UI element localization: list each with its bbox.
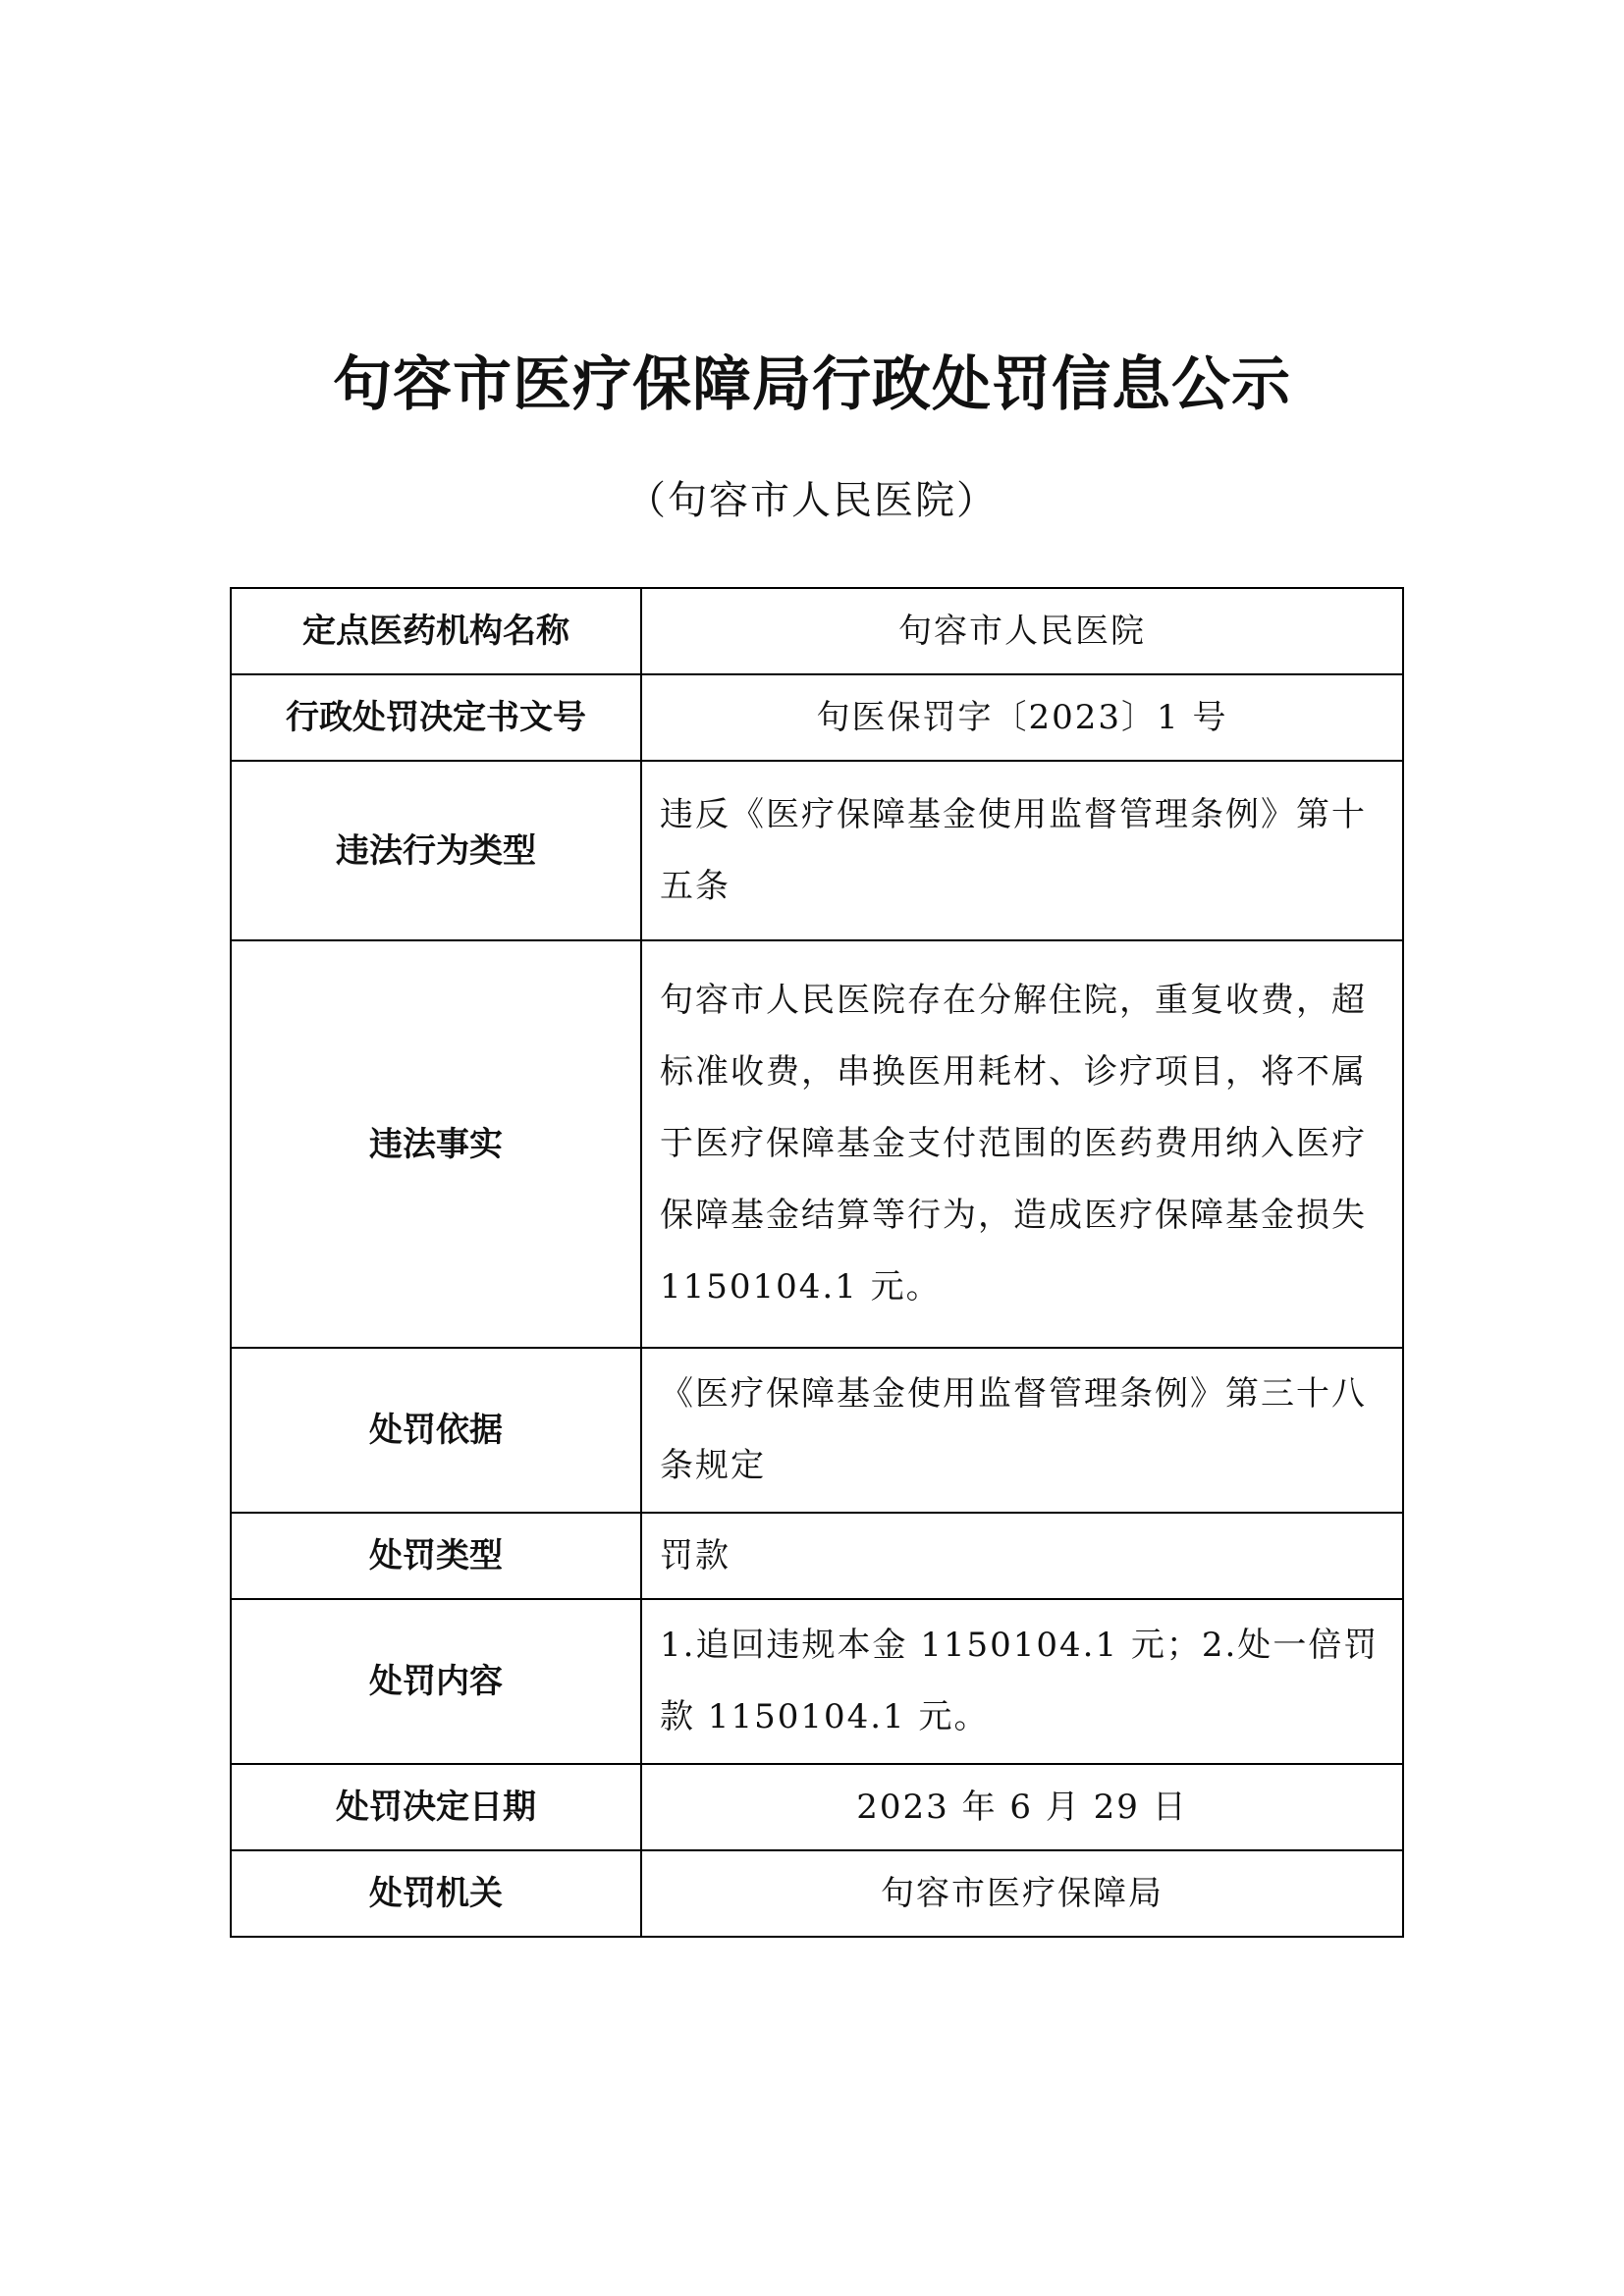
table-row-violation-type [231,761,1403,940]
row-value: 句医保罚字〔2023〕1 号 [641,674,1403,761]
row-value: 句容市人民医院存在分解住院，重复收费，超标准收费，串换医用耗材、诊疗项目，将不属于医疗保障基金支付范围的医药费用纳入医疗保障基金结算等行为，造成医疗保障基金损失 1150104.1 元。 [641,940,1403,1348]
page-subtitle: （句容市人民医院） [626,478,998,523]
page-title: 句容市医疗保障局行政处罚信息公示 [333,350,1291,419]
row-label: 处罚决定日期 [231,1764,641,1850]
row-value: 违反《医疗保障基金使用监督管理条例》第十五条 [641,761,1403,940]
row-label: 行政处罚决定书文号 [231,674,641,761]
row-label: 处罚内容 [231,1599,641,1764]
table-row-penalty-type [231,1513,1403,1599]
row-value: 句容市医疗保障局 [641,1850,1403,1937]
table-row-institution-name [231,588,1403,674]
row-value: 《医疗保障基金使用监督管理条例》第三十八条规定 [641,1348,1403,1513]
row-label: 违法事实 [231,940,641,1348]
table-row-penalty-authority [231,1850,1403,1937]
table-row-penalty-content [231,1599,1403,1764]
table-row-decision-number [231,674,1403,761]
row-label: 违法行为类型 [231,761,641,940]
row-value: 句容市人民医院 [641,588,1403,674]
row-label: 处罚依据 [231,1348,641,1513]
table-row-violation-facts [231,940,1403,1348]
row-label: 定点医药机构名称 [231,588,641,674]
row-label: 处罚机关 [231,1850,641,1937]
table-row-decision-date [231,1764,1403,1850]
row-value: 2023 年 6 月 29 日 [641,1764,1403,1850]
row-label: 处罚类型 [231,1513,641,1599]
row-value: 罚款 [641,1513,1403,1599]
penalty-info-table [230,587,1404,1938]
row-value: 1.追回违规本金 1150104.1 元；2.处一倍罚款 1150104.1 元。 [641,1599,1403,1764]
table-row-penalty-basis [231,1348,1403,1513]
